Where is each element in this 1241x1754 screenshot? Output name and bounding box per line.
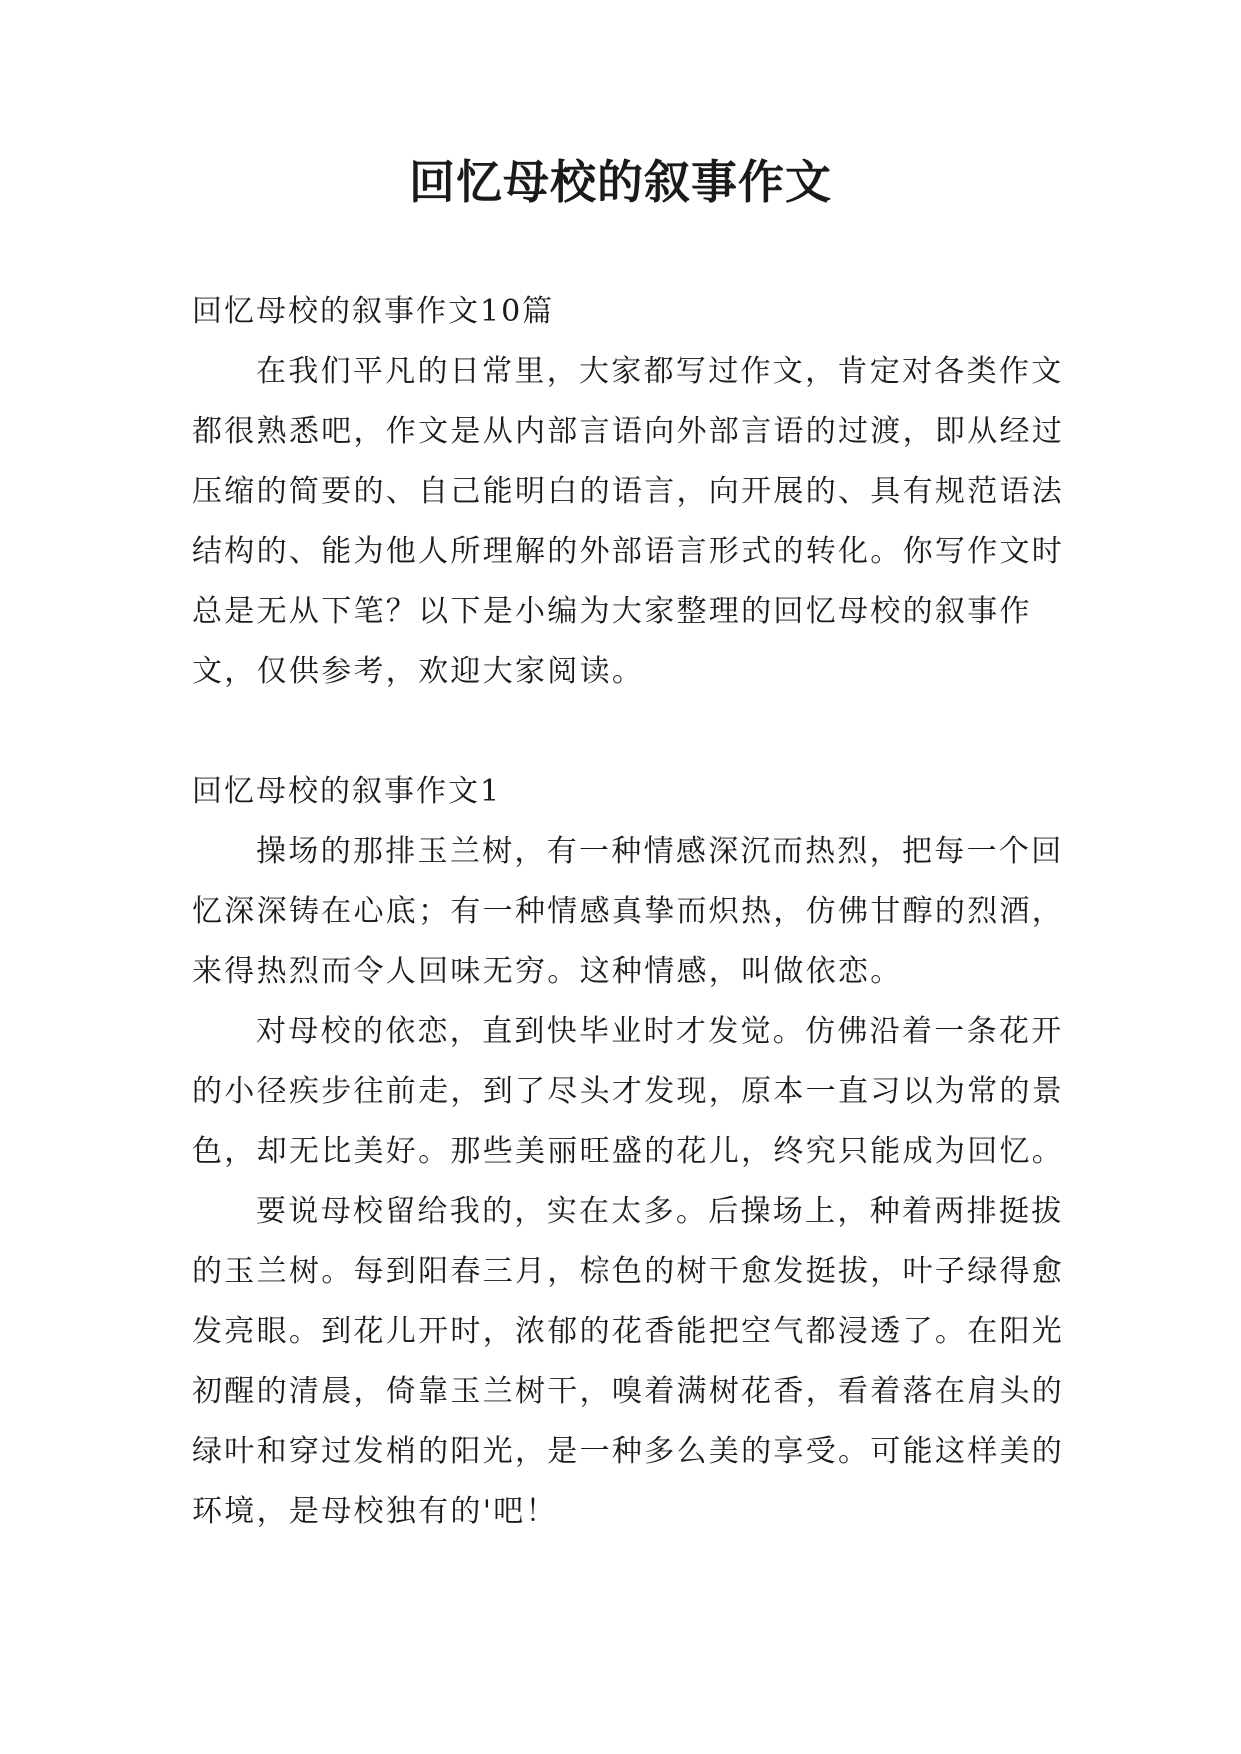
intro-paragraph: 在我们平凡的日常里，大家都写过作文，肯定对各类作文都很熟悉吧，作文是从内部言语向外部言语的过渡，即从经过压缩的简要的、自己能明白的语言，向开展的、具有规范语法结构的、能为他人所理解的外部语言形式的转化。你写作文时总是无从下笔？以下是小编为大家整理的回忆母校的叙事作文，仅供参考，欢迎大家阅读。 xyxy=(192,354,1065,689)
section-gap xyxy=(192,702,1072,762)
intro-heading: 回忆母校的叙事作文10篇 xyxy=(192,294,555,329)
body-paragraph: 对母校的依恋，直到快毕业时才发觉。仿佛沿着一条花开的小径疾步往前走，到了尽头才发现，原本一直习以为常的景色，却无比美好。那些美丽旺盛的花儿，终究只能成为回忆。 xyxy=(192,1014,1065,1169)
document-body xyxy=(192,282,1072,1542)
document-title: 回忆母校的叙事作文 xyxy=(409,155,832,209)
body-paragraph: 操场的那排玉兰树，有一种情感深沉而热烈，把每一个回忆深深铸在心底；有一种情感真挚而炽热，仿佛甘醇的烈酒，来得热烈而令人回味无穷。这种情感，叫做依恋。 xyxy=(192,834,1065,989)
body-paragraph: 要说母校留给我的，实在太多。后操场上，种着两排挺拔的玉兰树。每到阳春三月，棕色的树干愈发挺拔，叶子绿得愈发亮眼。到花儿开时，浓郁的花香能把空气都浸透了。在阳光初醒的清晨，倚靠玉兰树干，嗅着满树花香，看着落在肩头的绿叶和穿过发梢的阳光，是一种多么美的享受。可能这样美的环境，是母校独有的'吧！ xyxy=(192,1194,1065,1529)
section-heading: 回忆母校的叙事作文1 xyxy=(192,774,502,809)
